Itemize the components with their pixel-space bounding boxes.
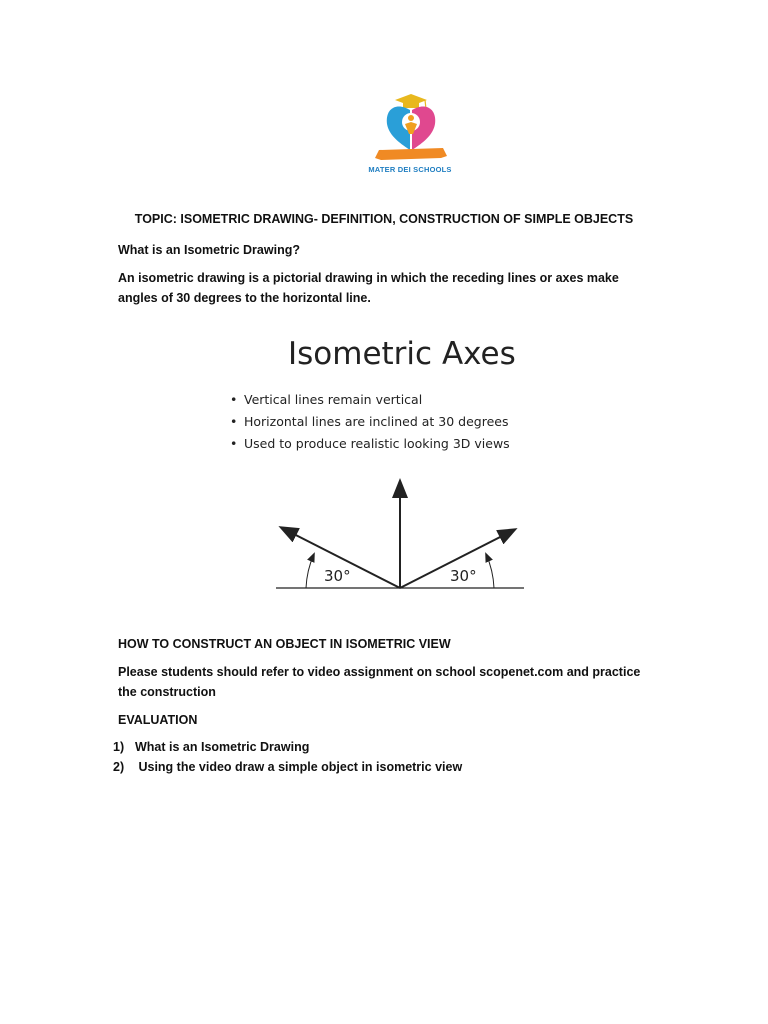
evaluation-list xyxy=(113,740,462,780)
figure-bullet: • Used to produce realistic looking 3D views xyxy=(230,436,510,451)
figure-title: Isometric Axes xyxy=(288,336,516,372)
evaluation-heading: EVALUATION xyxy=(118,713,198,727)
definition-paragraph: An isometric drawing is a pictorial drawing in which the receding lines or axes make angles of 30 degrees to the horizontal line. xyxy=(118,271,619,305)
instruction-paragraph: Please students should refer to video assignment on school scopenet.com and practice the construction xyxy=(118,665,641,699)
logo-ribbon xyxy=(375,148,447,160)
left-angle-label: 30° xyxy=(324,567,351,585)
figure-bullet-list xyxy=(230,392,510,458)
figure-bullet: • Horizontal lines are inclined at 30 degrees xyxy=(230,414,509,429)
left-angle-arc xyxy=(306,554,314,588)
topic-heading: TOPIC: ISOMETRIC DRAWING- DEFINITION, CONSTRUCTION OF SIMPLE OBJECTS xyxy=(134,212,634,226)
evaluation-item: 1) What is an Isometric Drawing xyxy=(113,740,310,754)
evaluation-item: 2) Using the video draw a simple object in isometric view xyxy=(113,760,463,774)
right-angle-label: 30° xyxy=(450,567,477,585)
definition-question: What is an Isometric Drawing? xyxy=(118,243,300,257)
right-angle-arc xyxy=(486,554,494,588)
isometric-axes-diagram xyxy=(270,470,530,598)
construction-heading: HOW TO CONSTRUCT AN OBJECT IN ISOMETRIC VIEW xyxy=(118,637,451,651)
school-name: MATER DEI SCHOOLS xyxy=(368,165,452,174)
figure-bullet: • Vertical lines remain vertical xyxy=(230,392,423,407)
